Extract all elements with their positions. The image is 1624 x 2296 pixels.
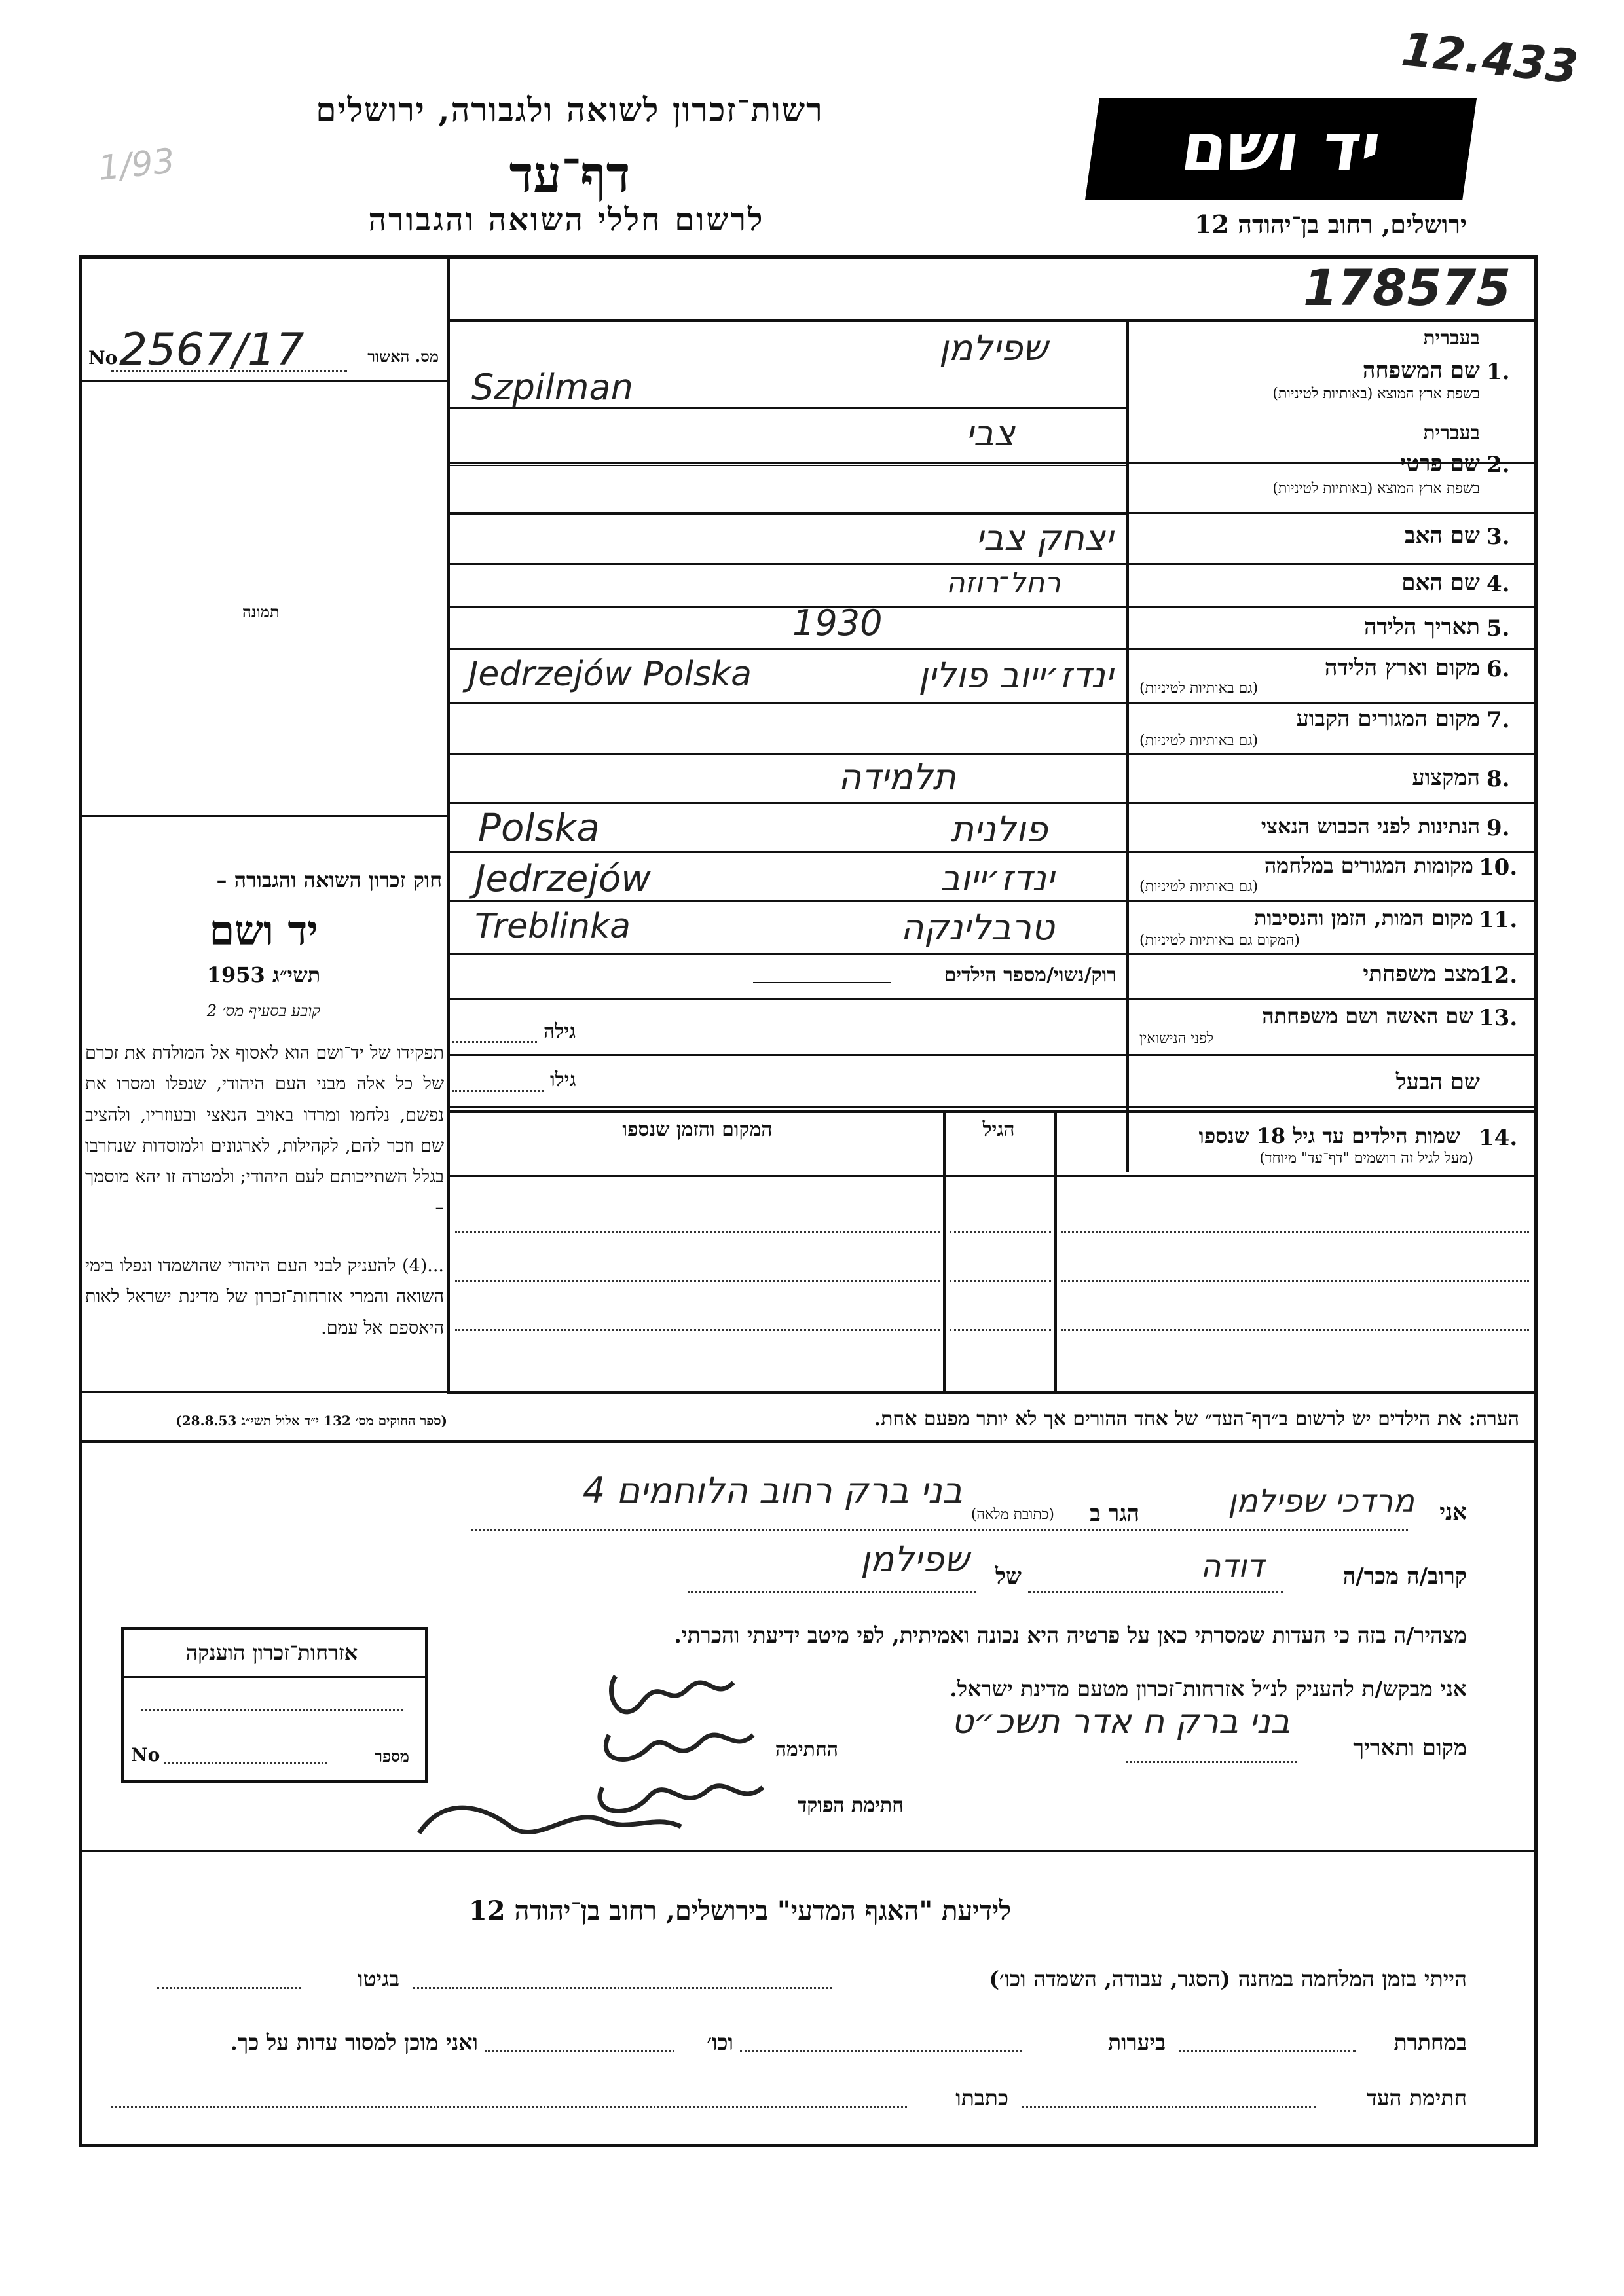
- field-2-value-hebrew[interactable]: צבי: [965, 412, 1015, 454]
- field-11-number: 11.: [1479, 907, 1518, 933]
- marital-status-options[interactable]: רוק/נשוי/מספר הילדים: [944, 964, 1116, 987]
- field-1-value-latin[interactable]: Szpilman: [471, 367, 633, 408]
- field-7-sub: (גם באותיות לטיניות): [1139, 733, 1259, 749]
- officer-signature-label: חתימת הפוקד: [797, 1794, 904, 1817]
- footer-forests-label: ביערות: [1107, 2030, 1166, 2055]
- field-8-label: המקצוע: [1412, 765, 1480, 791]
- relative-label: קרוב/ה מכר/ה: [1342, 1563, 1467, 1590]
- field-6-value-hebrew[interactable]: ינדז׳ייוב פולין: [918, 655, 1113, 696]
- children-label: שמות הילדים עד גיל 18 שנספו: [1198, 1123, 1460, 1148]
- footer-underground-label: במחתרת: [1393, 2030, 1467, 2055]
- field-4-value[interactable]: רחל־רוזה: [946, 566, 1061, 600]
- field-6-sub: (גם באותיות לטיניות): [1139, 680, 1259, 697]
- label-column-divider: [1126, 321, 1129, 1172]
- children-place-column: המקום והזמן שנספו: [622, 1118, 773, 1141]
- children-note: הערה: את הילדים יש לרשום ב״דף־העד״ של אחד ההורים אך לא יותר מפעם אחת.: [874, 1408, 1519, 1430]
- logo-text: יד ושם: [1176, 109, 1386, 185]
- field-2-hebrew-tag: בעברית: [1423, 422, 1480, 445]
- place-date-label: מקום ותאריך: [1353, 1735, 1467, 1761]
- children-age-column: הגיל: [982, 1118, 1015, 1141]
- witness-address[interactable]: בני ברק רחוב הלוחמים 4: [582, 1470, 963, 1511]
- of-label: של: [995, 1563, 1022, 1590]
- citizenship-request: אני מבקש/ת להעניק לנ״ל אזרחות־זכרון מטעם מדינת ישראל.: [950, 1676, 1467, 1702]
- field-3-value[interactable]: יצחק צבי: [975, 517, 1113, 558]
- field-5-number: 5.: [1486, 615, 1510, 642]
- field-1-value-hebrew[interactable]: שפילמן: [938, 327, 1048, 369]
- field-7-number: 7.: [1486, 707, 1510, 733]
- law-reference: (ספר החוקים מס׳ 132 י״ד אלול תשי״ג 28.8.53): [175, 1413, 447, 1429]
- file-number[interactable]: 178575: [1303, 259, 1511, 317]
- citizenship-no-mark: No: [131, 1744, 160, 1766]
- authority-name: רשות־זכרון לשואה ולגבורה, ירושלים: [316, 90, 824, 129]
- footer-etc-label: וכו׳: [707, 2030, 733, 2055]
- field-10-value-hebrew[interactable]: ינדז׳ייוב: [940, 858, 1054, 899]
- field-2-label: שם פרטי: [1400, 450, 1480, 477]
- children-sub: (מעל לגיל זה רושמים "דף־עד" מיוחד): [1259, 1150, 1473, 1167]
- field-1-sub: בשפת ארץ המוצא (באותיות לטיניות): [1272, 386, 1480, 402]
- left-column-divider: [447, 255, 450, 1394]
- field-9-value-latin[interactable]: Polska: [478, 805, 600, 850]
- citizenship-number-label: מספר: [375, 1747, 409, 1766]
- field-1-number: 1.: [1486, 359, 1510, 385]
- witness-name[interactable]: מרדכי שפילמן: [1228, 1483, 1414, 1520]
- archive-stamp: 1/93: [96, 141, 177, 189]
- field-13-sub: לפני הנישואין: [1139, 1030, 1214, 1047]
- publisher-address: ירושלים, רחוב בן־יהודה 12: [1194, 210, 1467, 239]
- truth-statement: מצהיר/ה בזה כי העדות שמסרתי כאן על פרטיה היא נכונה ואמיתית, לפי מיטב ידיעתי והכרתי.: [674, 1622, 1467, 1648]
- sheet-subtitle: לרשום חללי השואה והגבורה: [368, 202, 765, 238]
- husband-age-label: גילו: [550, 1068, 576, 1091]
- field-10-label: מקומות המגורים במלחמה: [1264, 853, 1473, 878]
- field-1-label: שם המשפחה: [1362, 357, 1480, 384]
- field-12-number: 12.: [1479, 962, 1518, 989]
- footer-witness-signature-label: חתימת העד: [1366, 2085, 1467, 2111]
- field-11-value-latin[interactable]: Treblinka: [475, 907, 631, 946]
- citizenship-box-title: אזרחות־זכרון הוענקה: [185, 1640, 358, 1665]
- field-13-label: שם האשה ושם משפחתה: [1262, 1004, 1473, 1029]
- photo-label: תמונה: [242, 602, 280, 621]
- footer-ghetto-label: בגיטו: [358, 1966, 399, 1992]
- place-date-value[interactable]: בני ברק ח אדר תשכ״ט: [951, 1702, 1290, 1741]
- yad-vashem-logo: [1085, 98, 1477, 200]
- footer-title: לידיעת "האגף המדעי" בירושלים, רחוב בן־יהודה 12: [468, 1895, 1012, 1926]
- field-10-number: 10.: [1479, 854, 1518, 881]
- field-6-label: מקום וארץ הלידה: [1324, 655, 1480, 681]
- field-12-label: מצב משפחתי: [1363, 961, 1480, 987]
- wife-age-label: גילה: [544, 1020, 576, 1043]
- field-5-value[interactable]: 1930: [792, 602, 883, 644]
- law-year: תשי״ג 1953: [206, 962, 321, 987]
- husband-label: שם הבעל: [1395, 1069, 1480, 1095]
- field-10-value-latin[interactable]: Jedrzejów: [475, 858, 652, 900]
- field-5-label: תאריך הלידה: [1363, 614, 1480, 640]
- field-10-sub: (גם באותיות לטיניות): [1139, 879, 1259, 895]
- field-6-value-latin[interactable]: Jedrzejów Polska: [468, 655, 752, 694]
- field-8-number: 8.: [1486, 766, 1510, 792]
- field-8-value[interactable]: תלמידה: [838, 756, 956, 797]
- field-11-value-hebrew[interactable]: טרבלינקה: [900, 907, 1054, 948]
- declaration-i: אני: [1439, 1499, 1467, 1525]
- footer-testimony-label: ואני מוכן למסור עדות על כך.: [230, 2030, 478, 2055]
- resident-label: הגר ב: [1090, 1501, 1139, 1527]
- no-mark: No: [88, 347, 118, 369]
- sheet-title: דף־עד: [509, 145, 631, 204]
- relation-value[interactable]: דודה: [1200, 1548, 1264, 1585]
- address-hint: (כתובת מלאה): [970, 1506, 1054, 1523]
- law-name: יד ושם: [209, 907, 318, 955]
- children-number: 14.: [1479, 1125, 1518, 1151]
- field-4-number: 4.: [1486, 571, 1510, 597]
- footer-camp-label: הייתי בזמן המלחמה במחנה (הסגר, עבודה, השמדה וכו׳): [989, 1966, 1467, 1992]
- footer-address-label: כתבתו: [955, 2085, 1008, 2111]
- field-6-number: 6.: [1486, 656, 1510, 682]
- field-7-label: מקום המגורים הקבוע: [1296, 706, 1480, 732]
- field-11-sub: (המקום גם באותיות לטיניות): [1139, 932, 1300, 949]
- field-9-value-hebrew[interactable]: פולנית: [950, 809, 1048, 850]
- approval-number[interactable]: 2567/17: [119, 324, 304, 376]
- field-9-number: 9.: [1486, 815, 1510, 841]
- approval-label: מס. האשור: [367, 347, 439, 366]
- field-3-number: 3.: [1486, 524, 1510, 550]
- field-4-label: שם האם: [1401, 570, 1480, 596]
- law-title: חוק זכרון השואה והגבורה –: [216, 867, 442, 892]
- field-3-label: שם האב: [1405, 522, 1480, 549]
- field-2-sub: בשפת ארץ המוצא (באותיות לטיניות): [1272, 481, 1480, 497]
- law-section: קובע בסעיף מס׳ 2: [206, 1002, 321, 1020]
- law-paragraph-2: ...(4) להעניק לבני העם היהודי שהושמדו ונפלו בימי השואה והמרי אזרחות־זכרון של מדינת ישראל לאות היאספם אל עמם.: [85, 1256, 444, 1338]
- law-paragraph-1: תפקידו של יד־ושם הוא לאסוף אל המולדת את זכרם של כל אלה מבני העם היהודי, שנפלו ומסרו את נפשם, נלחמו ומרדו באויב הנאצי ובעוזריו, ולהציב שם וזכר להם, לקהילות, לארגונים ולמוסדות שנחרבו בגלל השתייכותם לעם היהודי; ולמטרה זו יהא מוסמך –: [85, 1043, 444, 1218]
- field-1-hebrew-tag: בעברית: [1423, 327, 1480, 350]
- witness-signature: [406, 1656, 773, 1859]
- field-9-label: הנתינות לפני הכבוש הנאצי: [1261, 814, 1480, 839]
- field-13-number: 13.: [1479, 1005, 1518, 1031]
- signature-label: החתימה: [775, 1738, 838, 1761]
- field-2-number: 2.: [1486, 452, 1510, 478]
- field-11-label: מקום המות, הזמן והנסיבות: [1253, 905, 1473, 930]
- of-value[interactable]: שפילמן: [860, 1539, 969, 1580]
- corner-number: 12.433: [1399, 22, 1581, 94]
